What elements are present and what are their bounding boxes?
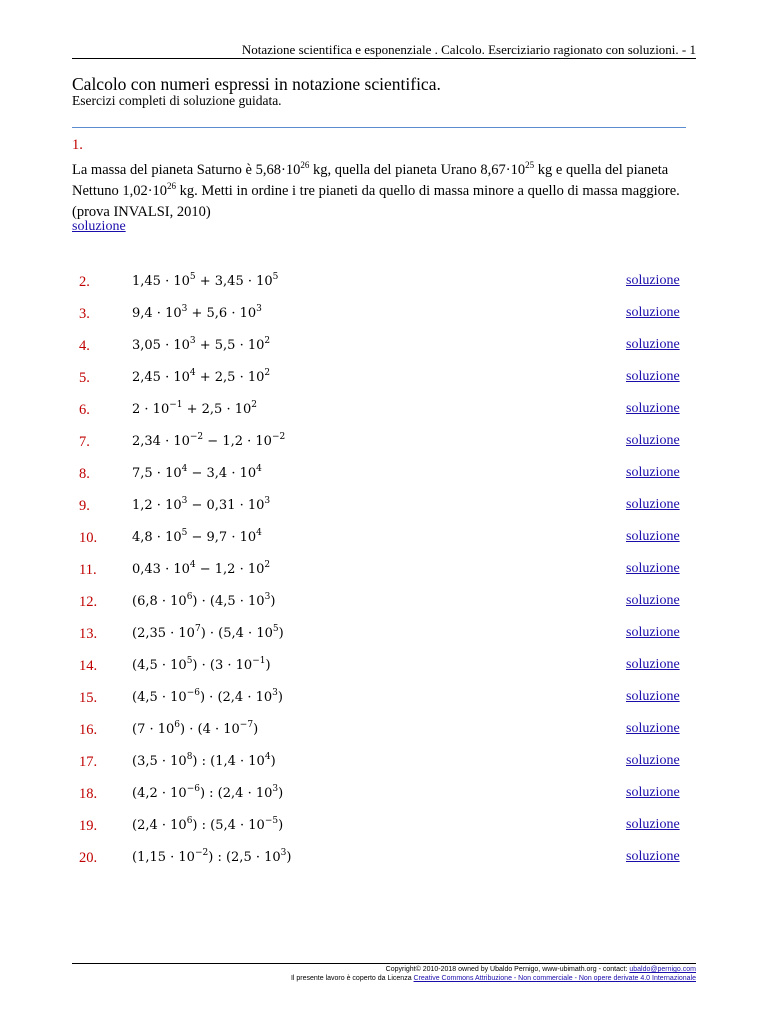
- exponent: −1: [252, 656, 266, 666]
- exercise-row: [0, 778, 768, 810]
- solution-link[interactable]: soluzione: [626, 337, 680, 352]
- exponent: 4: [181, 464, 188, 474]
- expression-part: ): [253, 722, 259, 737]
- expression-part: ) : (5,4 · 10: [192, 818, 265, 833]
- expression-part: ): [278, 786, 284, 801]
- solution-link[interactable]: soluzione: [626, 369, 680, 384]
- exercise-1-solution-link[interactable]: soluzione: [72, 219, 126, 234]
- exponent: 3: [256, 304, 262, 314]
- exponent: 3: [264, 496, 271, 506]
- solution-link[interactable]: soluzione: [626, 689, 680, 704]
- expression-part: ): [265, 658, 271, 673]
- solution-link[interactable]: soluzione: [626, 593, 680, 608]
- exercise-row: [0, 458, 768, 490]
- expression-part: ) : (2,5 · 10: [208, 850, 281, 865]
- exponent: 6: [186, 816, 193, 826]
- exponent: −7: [239, 720, 254, 730]
- solution-link[interactable]: soluzione: [626, 785, 680, 800]
- exponent: −2: [194, 848, 209, 858]
- exponent: 3: [181, 304, 188, 314]
- exercise-1-power-base: 10: [510, 162, 526, 178]
- exercise-row: [0, 746, 768, 778]
- exercise-number: 13.: [79, 626, 98, 642]
- solution-link[interactable]: soluzione: [626, 497, 680, 512]
- page-footer: [72, 965, 696, 983]
- exercise-expression: [132, 370, 270, 385]
- exercise-1-power-base: 10: [152, 183, 168, 199]
- solution-link[interactable]: soluzione: [626, 433, 680, 448]
- exercise-1-exponent: 26: [167, 181, 177, 191]
- exercise-row: [0, 810, 768, 842]
- expression-part: ): [278, 626, 284, 641]
- exponent: 3: [272, 688, 278, 698]
- exercise-number: 18.: [79, 786, 98, 802]
- exponent: 3: [189, 336, 196, 346]
- exponent: 5: [272, 272, 279, 282]
- solution-link[interactable]: soluzione: [626, 401, 680, 416]
- solution-link[interactable]: soluzione: [626, 465, 680, 480]
- exercise-number: 17.: [79, 754, 98, 770]
- expression-part: (4,5 · 10: [132, 690, 187, 705]
- exponent: 2: [264, 560, 271, 570]
- exercise-1-number: 1.: [72, 137, 83, 153]
- expression-part: − 1,2 · 10: [195, 562, 265, 577]
- expression-part: 1,2 · 10: [132, 498, 182, 513]
- exercise-number: 10.: [79, 530, 98, 546]
- exercise-row: [0, 394, 768, 426]
- expression-part: (4,5 · 10: [132, 658, 187, 673]
- exercise-1-text-part: kg. Metti in ordine i tre pianeti da quello di massa minore a quello di massa maggiore. (prova INVALSI, 2010): [72, 183, 680, 220]
- exponent: 5: [181, 528, 188, 538]
- exponent: −2: [189, 432, 204, 442]
- expression-part: + 2,5 · 10: [195, 370, 265, 385]
- exercise-row: [0, 714, 768, 746]
- exercise-expression: [132, 658, 271, 673]
- expression-part: ) · (3 · 10: [192, 658, 253, 673]
- exercise-list: [0, 266, 768, 874]
- expression-part: − 3,4 · 10: [187, 466, 257, 481]
- expression-part: (6,8 · 10: [132, 594, 187, 609]
- expression-part: 7,5 · 10: [132, 466, 182, 481]
- footer-license-text: Il presente lavoro è coperto da Licenza: [290, 975, 414, 982]
- exercise-expression: [132, 722, 258, 737]
- expression-part: − 1,2 · 10: [203, 434, 272, 449]
- exponent: 3: [272, 784, 279, 794]
- exercise-number: 7.: [79, 434, 90, 450]
- exponent: 7: [194, 624, 201, 634]
- exercise-1-exponent: 26: [300, 160, 310, 170]
- expression-part: + 2,5 · 10: [182, 402, 252, 417]
- exponent: −6: [186, 688, 200, 698]
- exercise-number: 3.: [79, 306, 90, 322]
- expression-part: ): [286, 850, 292, 865]
- exercise-number: 16.: [79, 722, 98, 738]
- exponent: 6: [186, 592, 193, 602]
- exponent: −5: [264, 816, 279, 826]
- exercise-number: 2.: [79, 274, 90, 290]
- footer-license-line: [72, 974, 696, 983]
- expression-part: ) · (4,5 · 10: [192, 594, 265, 609]
- exponent: 2: [251, 400, 258, 410]
- solution-link[interactable]: soluzione: [626, 561, 680, 576]
- expression-part: (2,35 · 10: [132, 626, 195, 641]
- expression-part: − 0,31 · 10: [187, 498, 265, 513]
- expression-part: − 9,7 · 10: [187, 530, 257, 545]
- exercise-expression: [132, 434, 285, 449]
- expression-part: (3,5 · 10: [132, 754, 187, 769]
- exercise-expression: [132, 594, 275, 609]
- exponent: 4: [256, 528, 262, 538]
- exercise-expression: [132, 690, 283, 705]
- exponent: 4: [189, 368, 196, 378]
- expression-part: ) · (2,4 · 10: [199, 690, 273, 705]
- exponent: 3: [280, 848, 287, 858]
- exercise-1-exponent: 25: [525, 160, 535, 170]
- exercise-expression: [132, 498, 270, 513]
- page-subtitle: Esercizi completi di soluzione guidata.: [72, 93, 282, 108]
- exercise-number: 14.: [79, 658, 98, 674]
- exercise-row: [0, 554, 768, 586]
- exponent: 4: [189, 560, 196, 570]
- solution-link[interactable]: soluzione: [626, 305, 680, 320]
- footer-copyright-line: [72, 965, 696, 974]
- exercise-1-text: [72, 160, 692, 223]
- exercise-expression: [132, 562, 270, 577]
- running-header: Notazione scientifica e esponenziale . Calcolo. Eserciziario ragionato con soluzioni. - 1: [241, 42, 696, 57]
- exercise-number: 11.: [79, 562, 97, 578]
- solution-link[interactable]: soluzione: [626, 529, 680, 544]
- exercise-number: 20.: [79, 850, 98, 866]
- exponent: 3: [264, 592, 271, 602]
- exercise-expression: [132, 530, 262, 545]
- exercise-expression: [132, 306, 262, 321]
- exponent: 4: [264, 752, 271, 762]
- exercise-row: [0, 522, 768, 554]
- exercise-row: [0, 330, 768, 362]
- exercise-expression: [132, 786, 283, 801]
- exponent: −2: [271, 432, 286, 442]
- exponent: 5: [189, 272, 196, 282]
- expression-part: (1,15 · 10: [132, 850, 195, 865]
- exercise-row: [0, 842, 768, 874]
- exponent: 5: [272, 624, 279, 634]
- exercise-row: [0, 618, 768, 650]
- exercise-1-power-base: 10: [285, 162, 301, 178]
- solution-link[interactable]: soluzione: [626, 625, 680, 640]
- footer-copyright: Copyright© 2010-2018 owned by Ubaldo Pernigo, www-ubimath.org - contact:: [385, 966, 630, 973]
- exercise-number: 8.: [79, 466, 90, 482]
- exercise-expression: [132, 626, 284, 641]
- exponent: 4: [256, 464, 262, 474]
- exercise-expression: [132, 850, 291, 865]
- expression-part: + 3,45 · 10: [195, 274, 273, 289]
- footer-divider: [72, 963, 696, 964]
- exercise-expression: [132, 274, 278, 289]
- expression-part: 3,05 · 10: [132, 338, 190, 353]
- exponent: −6: [186, 784, 200, 794]
- exponent: 6: [174, 720, 181, 730]
- exercise-1-text-part: kg, quella del pianeta Urano 8,67·: [309, 162, 511, 178]
- exercise-row: [0, 298, 768, 330]
- expression-part: ) · (5,4 · 10: [200, 626, 273, 641]
- solution-link[interactable]: soluzione: [626, 657, 680, 672]
- exercise-number: 5.: [79, 370, 90, 386]
- exercise-number: 12.: [79, 594, 98, 610]
- section-divider: [72, 127, 686, 128]
- exercise-expression: [132, 754, 276, 769]
- solution-link[interactable]: soluzione: [626, 753, 680, 768]
- footer-license-link[interactable]: Creative Commons Attribuzione - Non commerciale - Non opere derivate 4.0 Internazionale: [413, 975, 696, 982]
- exercise-expression: [132, 402, 257, 417]
- expression-part: 0,43 · 10: [132, 562, 190, 577]
- solution-link[interactable]: soluzione: [626, 817, 680, 832]
- exercise-number: 19.: [79, 818, 98, 834]
- exercise-row: [0, 362, 768, 394]
- exponent: 2: [264, 336, 271, 346]
- exercise-expression: [132, 466, 262, 481]
- expression-part: 2,34 · 10: [132, 434, 190, 449]
- solution-link[interactable]: soluzione: [626, 849, 680, 864]
- expression-part: 4,8 · 10: [132, 530, 182, 545]
- exponent: 8: [186, 752, 193, 762]
- expression-part: ): [270, 754, 276, 769]
- expression-part: 9,4 · 10: [132, 306, 182, 321]
- exercise-number: 9.: [79, 498, 90, 514]
- exercise-1-text-part: kg e quella del pianeta Nettuno 1,02·: [72, 162, 669, 199]
- expression-part: (4,2 · 10: [132, 786, 187, 801]
- exercise-row: [0, 586, 768, 618]
- expression-part: + 5,5 · 10: [195, 338, 265, 353]
- exercise-expression: [132, 818, 283, 833]
- expression-part: + 5,6 · 10: [187, 306, 257, 321]
- expression-part: 2 · 10: [132, 402, 170, 417]
- exponent: −1: [169, 400, 183, 410]
- exponent: 2: [264, 368, 271, 378]
- exponent: 5: [186, 656, 193, 666]
- exercise-row: [0, 490, 768, 522]
- expression-part: 2,45 · 10: [132, 370, 190, 385]
- expression-part: ): [270, 594, 276, 609]
- expression-part: ) : (2,4 · 10: [199, 786, 273, 801]
- expression-part: ): [277, 690, 283, 705]
- expression-part: ) · (4 · 10: [180, 722, 240, 737]
- exercise-number: 4.: [79, 338, 90, 354]
- exponent: 3: [181, 496, 188, 506]
- page-title: Calcolo con numeri espressi in notazione scientifica.: [72, 74, 441, 94]
- expression-part: 1,45 · 10: [132, 274, 190, 289]
- exercise-row: [0, 650, 768, 682]
- exercise-expression: [132, 338, 270, 353]
- expression-part: ): [278, 818, 284, 833]
- expression-part: ) : (1,4 · 10: [192, 754, 265, 769]
- exercise-row: [0, 426, 768, 458]
- exercise-number: 6.: [79, 402, 90, 418]
- exercise-row: [0, 266, 768, 298]
- exercise-number: 15.: [79, 690, 98, 706]
- solution-link[interactable]: soluzione: [626, 273, 680, 288]
- footer-email-link[interactable]: ubaldo@pernigo.com: [629, 966, 696, 973]
- header-divider: [72, 58, 696, 59]
- expression-part: (7 · 10: [132, 722, 175, 737]
- solution-link[interactable]: soluzione: [626, 721, 680, 736]
- expression-part: (2,4 · 10: [132, 818, 187, 833]
- exercise-1-text-part: La massa del pianeta Saturno è 5,68·: [72, 162, 286, 178]
- exercise-row: [0, 682, 768, 714]
